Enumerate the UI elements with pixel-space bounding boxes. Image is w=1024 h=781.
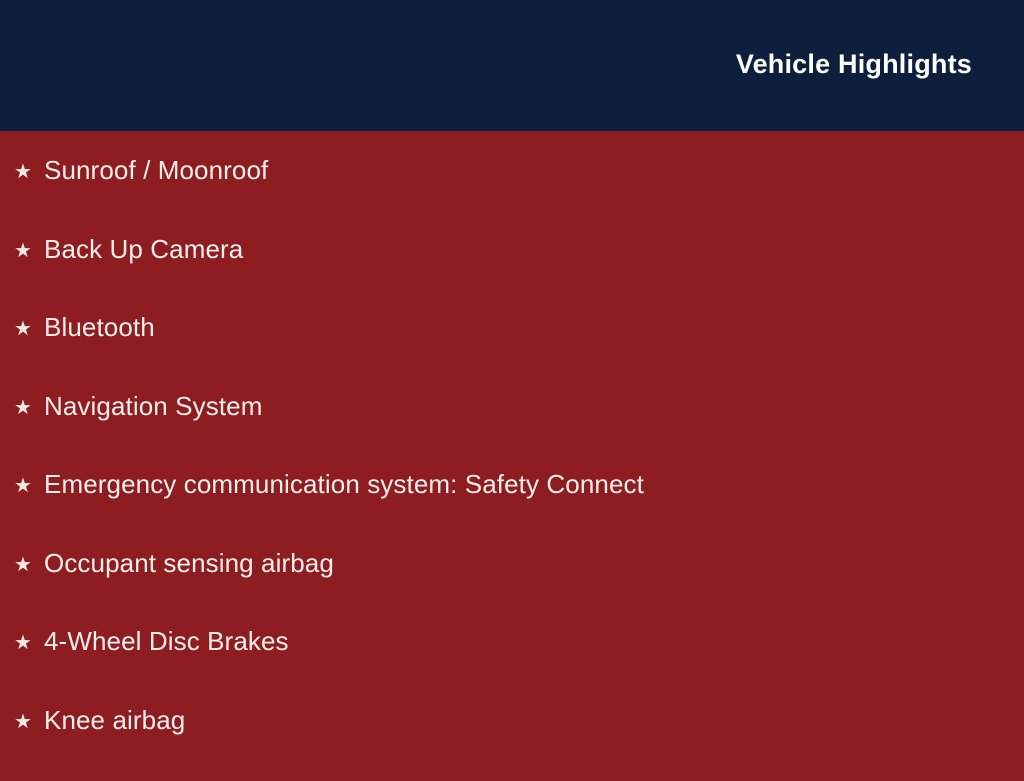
star-icon: ★	[14, 703, 44, 739]
list-item	[0, 703, 1024, 781]
slide-header-band	[0, 0, 1024, 131]
star-icon: ★	[14, 153, 44, 189]
vehicle-highlights-list	[0, 153, 1024, 781]
list-item-label: Knee airbag	[44, 703, 984, 737]
list-item	[0, 389, 1024, 468]
list-item	[0, 546, 1024, 625]
list-item-label: Occupant sensing airbag	[44, 546, 984, 580]
star-icon: ★	[14, 389, 44, 425]
page-title: Vehicle Highlights	[736, 49, 972, 80]
list-item	[0, 232, 1024, 311]
star-icon: ★	[14, 546, 44, 582]
list-item-label: 4-Wheel Disc Brakes	[44, 624, 984, 658]
list-item-label: Emergency communication system: Safety Connect	[44, 467, 984, 501]
list-item-label: Back Up Camera	[44, 232, 984, 266]
list-item	[0, 467, 1024, 546]
list-item	[0, 153, 1024, 232]
list-item-label: Navigation System	[44, 389, 984, 423]
slide-body	[0, 131, 1024, 768]
star-icon: ★	[14, 310, 44, 346]
star-icon: ★	[14, 624, 44, 660]
star-icon: ★	[14, 467, 44, 503]
list-item	[0, 624, 1024, 703]
list-item	[0, 310, 1024, 389]
star-icon: ★	[14, 232, 44, 268]
list-item-label: Sunroof / Moonroof	[44, 153, 984, 187]
list-item-label: Bluetooth	[44, 310, 984, 344]
